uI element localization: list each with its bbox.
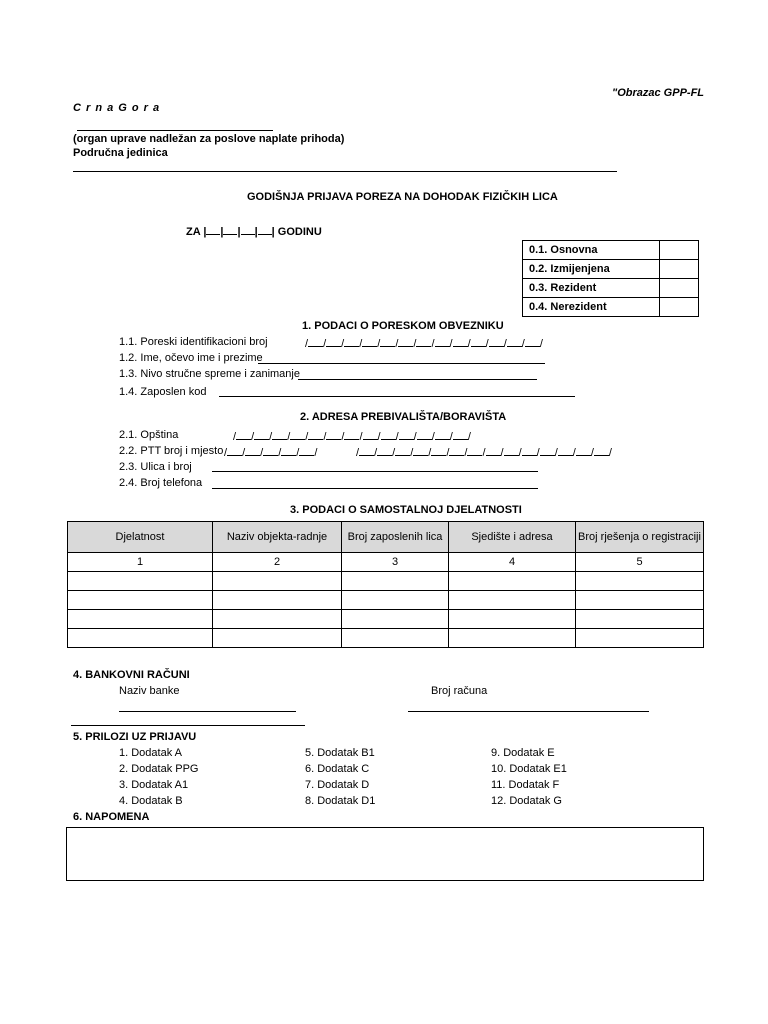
attachment-item: 10. Dodatak E1 [491,763,567,775]
table-cell[interactable] [342,591,449,610]
section3-heading: 3. PODACI O SAMOSTALNOJ DJELATNOSTI [290,504,522,516]
attachment-item: 11. Dodatak F [491,779,560,791]
table-cell[interactable] [449,610,576,629]
column-number: 5 [576,553,704,572]
bank-name-input[interactable] [119,711,296,712]
account-number-input[interactable] [408,711,649,712]
street-input[interactable] [212,471,538,472]
table-cell[interactable] [576,591,704,610]
authority-line[interactable] [77,130,273,131]
table-cell[interactable] [576,610,704,629]
status-checkbox[interactable] [660,241,699,260]
table-row [68,629,704,648]
unit-label: Područna jedinica [73,147,168,159]
table-row [68,610,704,629]
status-label: 0.4. Nerezident [523,298,660,317]
attachment-item: 9. Dodatak E [491,747,555,759]
bank-name-input-2[interactable] [71,725,305,726]
table-cell[interactable] [342,629,449,648]
attachment-item: 6. Dodatak C [305,763,370,775]
table-row [68,572,704,591]
column-number: 2 [213,553,342,572]
status-table [522,240,699,317]
attachment-item: 7. Dodatak D [305,779,370,791]
year-suffix: GODINU [277,226,322,238]
year-prefix: ZA [186,226,201,238]
table-cell[interactable] [68,629,213,648]
table-row [68,591,704,610]
col-header-registration: Broj rješenja o registraciji [576,522,704,553]
col-header-business-name: Naziv objekta-radnje [213,522,342,553]
section4-heading: 4. BANKOVNI RAČUNI [73,669,190,681]
attachment-item: 12. Dodatak G [491,795,562,807]
municipality-label: 2.1. Opština [119,429,179,441]
name-input[interactable] [258,363,545,364]
tax-id-label: 1.1. Poreski identifikacioni broj [119,336,268,348]
table-cell[interactable] [449,591,576,610]
tax-id-input[interactable]: / / / / / / / / / / / / / / [305,338,543,350]
status-checkbox[interactable] [660,279,699,298]
phone-input[interactable] [212,488,538,489]
column-number: 1 [68,553,213,572]
table-cell[interactable] [342,572,449,591]
status-label: 0.2. Izmijenjena [523,260,660,279]
table-cell[interactable] [576,629,704,648]
status-label: 0.3. Rezident [523,279,660,298]
status-row [523,241,699,260]
note-textarea[interactable] [66,827,704,881]
attachment-item: 4. Dodatak B [119,795,183,807]
status-checkbox[interactable] [660,260,699,279]
col-header-address: Sjedište i adresa [449,522,576,553]
table-cell[interactable] [576,572,704,591]
employer-label: 1.4. Zaposlen kod [119,386,207,398]
column-number: 3 [342,553,449,572]
country-name: C r n a G o r a [73,102,161,114]
table-cell[interactable] [68,572,213,591]
table-cell[interactable] [68,610,213,629]
section2-heading: 2. ADRESA PREBIVALIŠTA/BORAVIŠTA [300,411,507,423]
postal-code-input[interactable]: / / / / / / [224,447,318,459]
authority-label: (organ uprave nadležan za poslove naplate prihoda) [73,133,345,145]
employer-input[interactable] [219,396,575,397]
phone-label: 2.4. Broj telefona [119,477,203,489]
table-cell[interactable] [342,610,449,629]
form-title: GODIŠNJA PRIJAVA POREZA NA DOHODAK FIZIČKIH LICA [247,191,558,203]
education-label: 1.3. Nivo stručne spreme i zanimanje [119,368,300,380]
attachment-item: 8. Dodatak D1 [305,795,376,807]
attachment-item: 1. Dodatak A [119,747,182,759]
year-row [186,224,322,238]
municipality-input[interactable]: / / / / / / / / / / / / / / [233,431,471,443]
section6-heading: 6. NAPOMENA [73,811,150,823]
table-header-row [68,522,704,553]
education-input[interactable] [298,379,537,380]
unit-line[interactable] [73,171,617,172]
status-label: 0.1. Osnovna [523,241,660,260]
section5-heading: 5. PRILOZI UZ PRIJAVU [73,731,197,743]
attachment-item: 5. Dodatak B1 [305,747,375,759]
table-cell[interactable] [68,591,213,610]
section1-heading: 1. PODACI O PORESKOM OBVEZNIKU [302,320,504,332]
table-cell[interactable] [449,572,576,591]
attachment-item: 3. Dodatak A1 [119,779,189,791]
status-checkbox[interactable] [660,298,699,317]
postal-label: 2.2. PTT broj i mjesto [119,445,224,457]
bank-name-label: Naziv banke [119,685,180,697]
year-input[interactable]: | | | | | [203,226,275,238]
attachment-item: 2. Dodatak PPG [119,763,199,775]
place-input[interactable]: / / / / / / / / / / / / / / / [356,447,612,459]
account-number-label: Broj računa [431,685,488,697]
table-cell[interactable] [213,610,342,629]
street-label: 2.3. Ulica i broj [119,461,192,473]
status-row [523,260,699,279]
table-cell[interactable] [213,629,342,648]
table-cell[interactable] [449,629,576,648]
col-header-employees: Broj zaposlenih lica [342,522,449,553]
name-label: 1.2. Ime, očevo ime i prezime [119,352,263,364]
form-code: "Obrazac GPP-FL [612,87,705,99]
table-cell[interactable] [213,572,342,591]
status-row [523,298,699,317]
col-header-activity: Djelatnost [68,522,213,553]
column-number: 4 [449,553,576,572]
table-cell[interactable] [213,591,342,610]
activity-table [67,521,704,648]
status-row [523,279,699,298]
column-number-row [68,553,704,572]
